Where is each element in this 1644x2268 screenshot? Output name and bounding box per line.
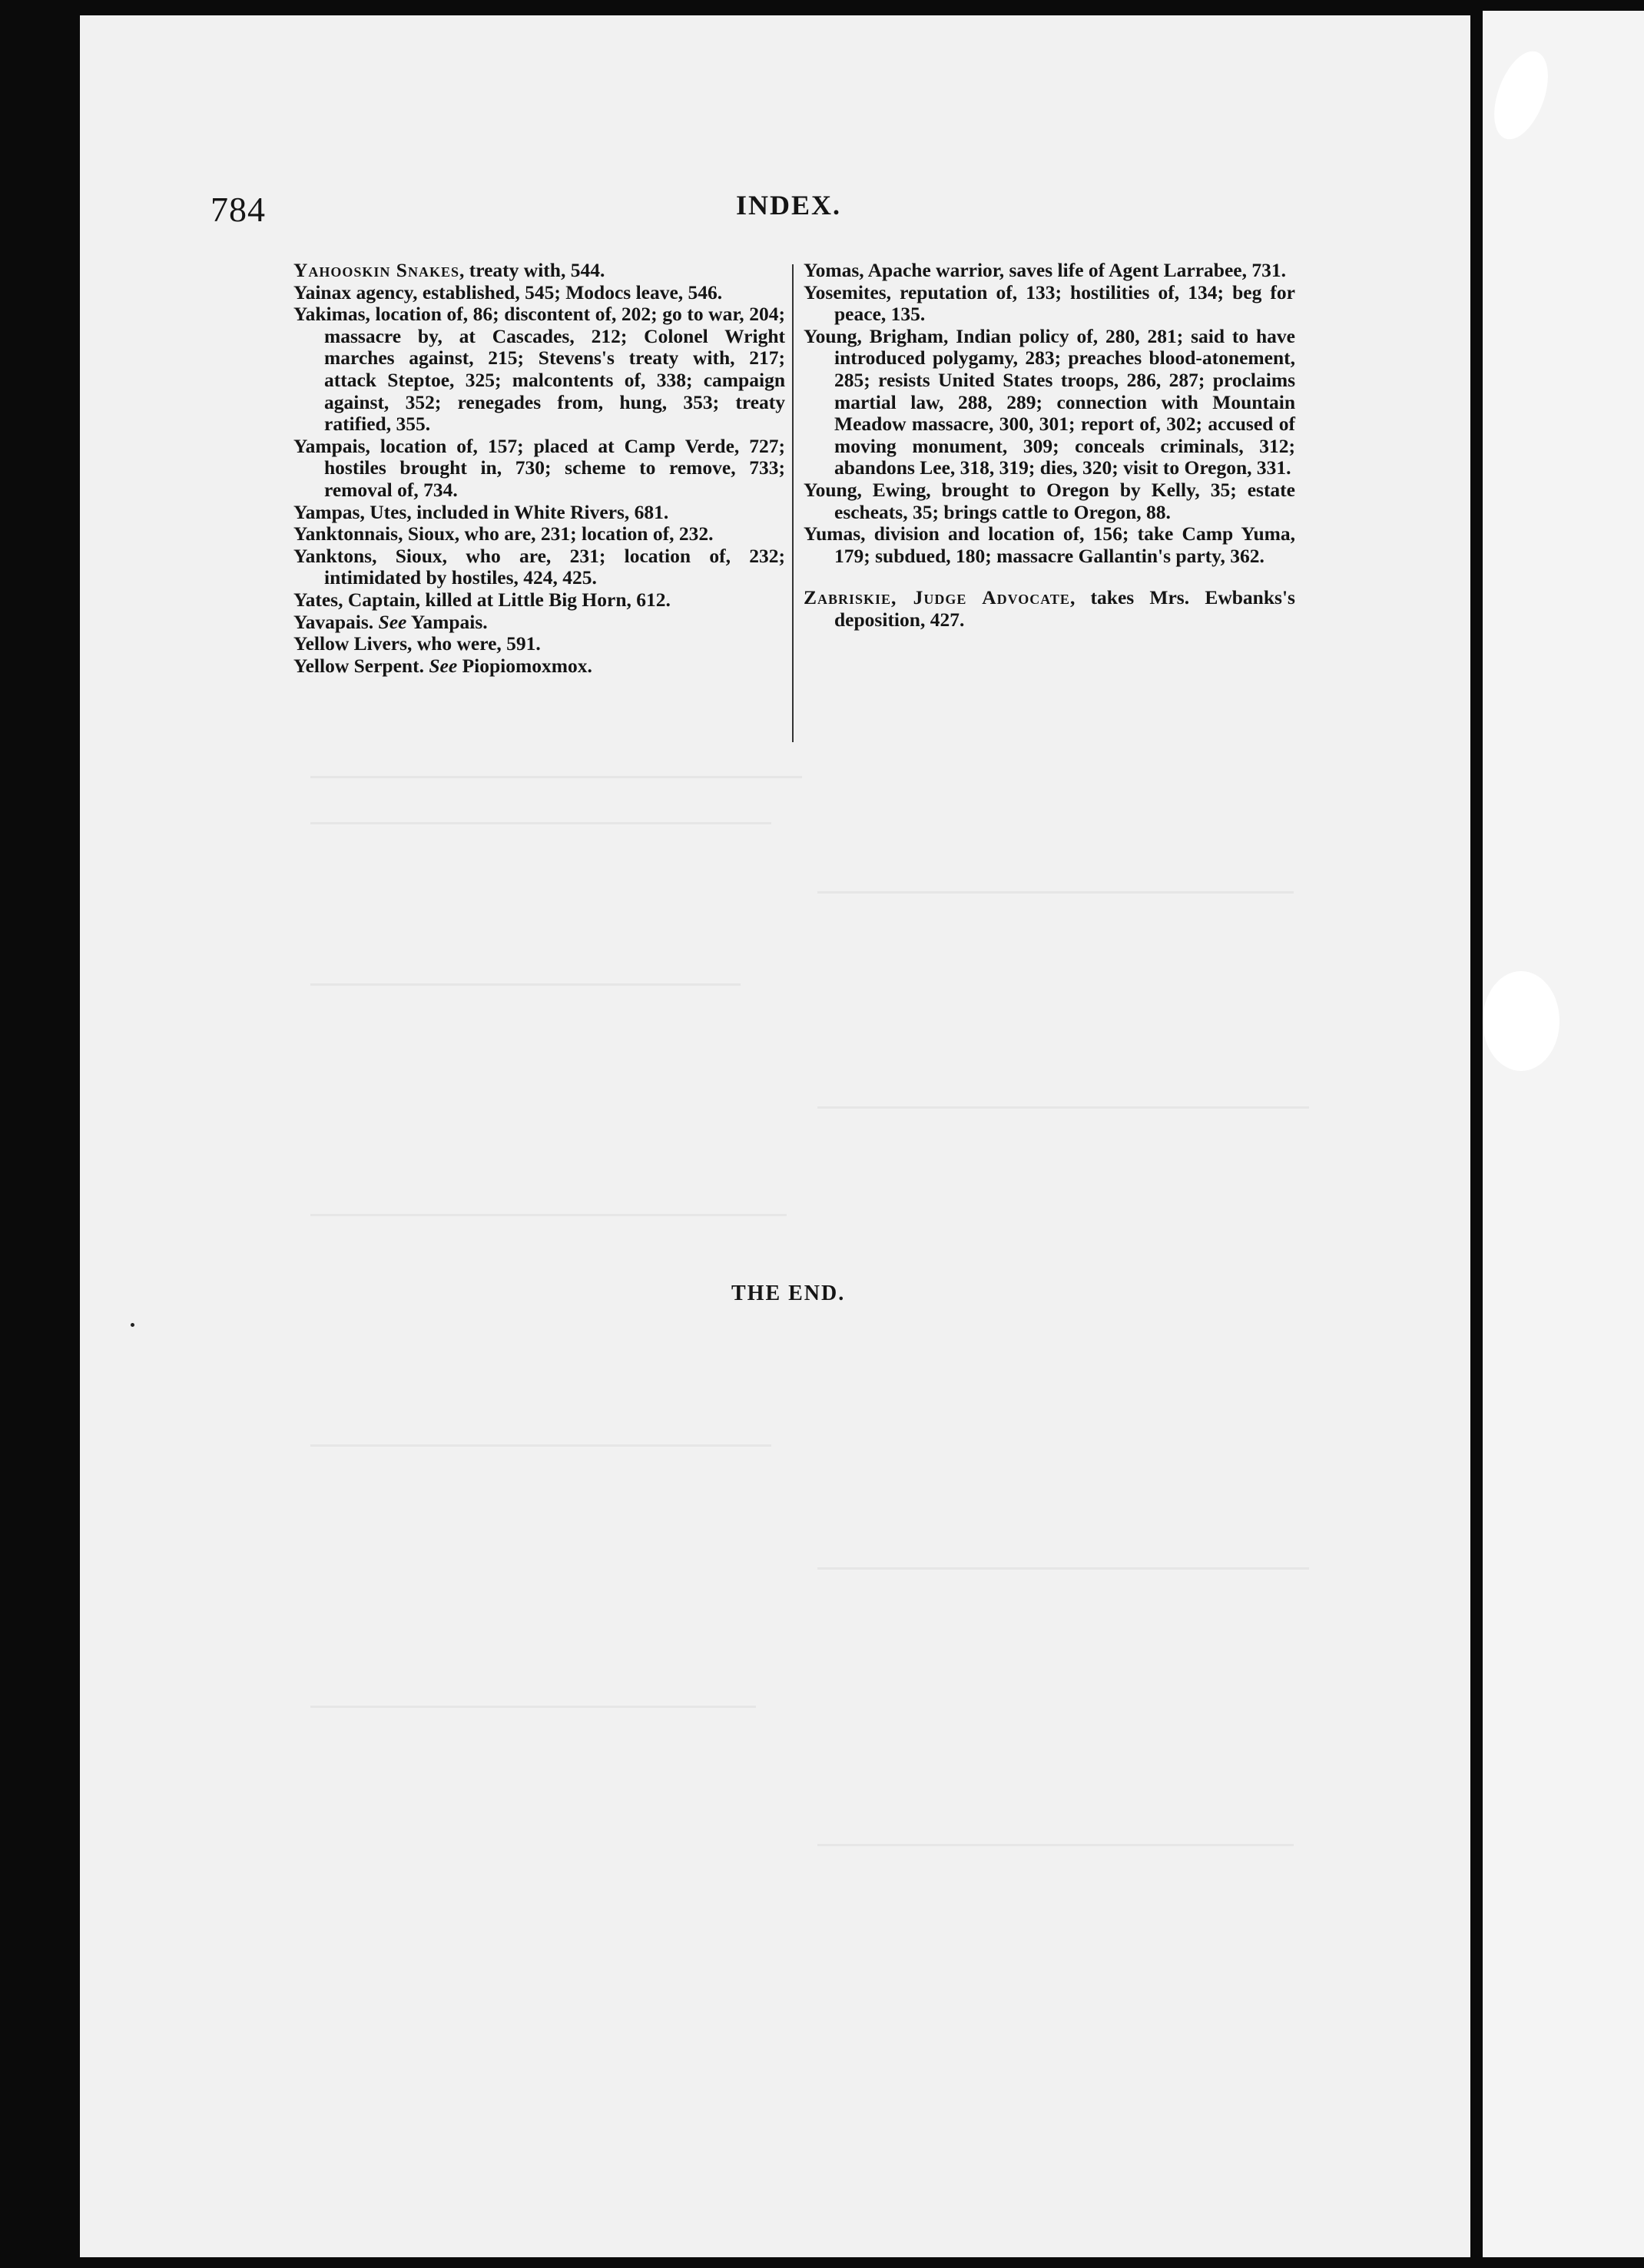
paper-glare [1483, 971, 1559, 1071]
index-entry-heading: Yainax [293, 280, 352, 303]
index-entry-text: . [368, 610, 379, 633]
index-entry [293, 436, 785, 502]
column-divider [792, 264, 794, 742]
index-entry [293, 282, 785, 304]
see-reference: See [378, 610, 407, 633]
see-reference: See [429, 654, 458, 677]
index-entry-heading: Yampais [293, 434, 366, 457]
index-entry-text: , Captain, killed at Little Big Horn, 612. [338, 588, 671, 611]
index-entry-heading: Yomas [804, 259, 860, 281]
index-entry-text: , division and location of, 156; take Camp Yuma, 179; subdued, 180; massacre Gallantin's party, 362. [834, 522, 1295, 567]
index-entry-text: , Apache warrior, saves life of Agent Larrabee, 731. [859, 259, 1286, 281]
index-entry [293, 612, 785, 634]
index-entry-text: , location of, 86; discontent of, 202; go to war, 204; massacre by, at Cascades, 212; Colonel Wright marches against, 215; Stevens's treaty with, 217; attack Steptoe, 325; malcontents of, 338; campaign against, 352; renegades from, hung, 353; treaty ratified, 355. [324, 303, 785, 436]
index-entry-heading: Yakimas [293, 303, 366, 326]
index-entry-text: , who were, 591. [407, 632, 541, 655]
index-entry-heading: Yanktons [293, 544, 373, 567]
index-column-right [804, 260, 1295, 632]
index-entry-text: , brought to Oregon by Kelly, 35; estate escheats, 35; brings cattle to Oregon, 88. [834, 478, 1295, 523]
bleed-through-line [817, 891, 1294, 894]
bleed-through-line [310, 822, 771, 824]
bleed-through-line [310, 983, 741, 986]
bleed-through-line [817, 1567, 1309, 1570]
index-entry-text: , Sioux, who are, 231; location of, 232; intimidated by hostiles, 424, 425. [324, 544, 785, 589]
index-entry-heading: Yavapais [293, 610, 369, 633]
bleed-through-line [817, 1844, 1294, 1846]
index-entry-text: . [419, 654, 429, 677]
index-entry-heading: Young, Brigham [804, 324, 944, 347]
facing-page [1483, 11, 1644, 2257]
index-entry-text: , Utes, included in White Rivers, 681. [360, 500, 669, 523]
index-entry [804, 326, 1295, 479]
index-entry-heading: Zabriskie, Judge Advocate [804, 586, 1070, 609]
bleed-through-line [310, 1214, 787, 1216]
bleed-through-line [310, 776, 802, 778]
index-entry-heading: Yampas [293, 500, 360, 523]
page-number: 784 [210, 190, 266, 229]
index-entry [293, 545, 785, 589]
index-entry [804, 587, 1295, 631]
index-entry [804, 479, 1295, 523]
index-entry [804, 282, 1295, 326]
the-end: THE END. [731, 1282, 846, 1305]
index-entry-text: Yampais. [406, 610, 488, 633]
index-entry [293, 502, 785, 524]
index-entry-heading: Yumas [804, 522, 861, 545]
index-entry-text: , reputation of, 133; hostilities of, 134; beg for peace, 135. [834, 280, 1295, 326]
index-entry-heading: Yellow Livers [293, 632, 408, 655]
index-entry-text: agency, established, 545; Modocs leave, 546. [351, 280, 723, 303]
index-entry-text: Piopiomoxmox. [457, 654, 592, 677]
index-entry-heading: Yahooskin Snakes [293, 259, 460, 281]
index-entry-heading: Yates [293, 588, 339, 611]
bleed-through-line [310, 1706, 756, 1708]
index-entry [293, 589, 785, 612]
index-entry [293, 523, 785, 545]
index-entry-text: , Sioux, who are, 231; location of, 232. [398, 522, 714, 545]
index-entry-text: , treaty with, 544. [459, 259, 605, 281]
index-entry-heading: Yellow Serpent [293, 654, 419, 677]
index-entry-text: , Indian policy of, 280, 281; said to have introduced polygamy, 283; preaches blood-atonement, 285; resists United States troops, 286, 287; proclaims martial law, 288, 289; connection with Mountain Meadow massacre, 300, 301; report of, 302; accused of moving monument, 309; conceals criminals, 312; abandons Lee, 318, 319; dies, 320; visit to Oregon, 331. [834, 324, 1295, 479]
index-entry-heading: Young, Ewing [804, 478, 926, 501]
index-entry [804, 523, 1295, 567]
scan-speck [131, 1323, 134, 1327]
index-entry-text: , takes Mrs. Ewbanks's deposition, 427. [834, 586, 1295, 631]
bleed-through-line [310, 1444, 771, 1447]
bleed-through-line [817, 1106, 1309, 1109]
index-entry [293, 633, 785, 655]
index-entry [293, 655, 785, 678]
index-entry [293, 260, 785, 282]
index-entry-heading: Yosemites [804, 280, 887, 303]
index-entry-heading: Yanktonnais [293, 522, 399, 545]
index-entry [293, 303, 785, 436]
index-entry [804, 260, 1295, 282]
paper-glare [1483, 44, 1558, 146]
index-column-left [293, 260, 785, 677]
index-entry-text: , location of, 157; placed at Camp Verde, 727; hostiles brought in, 730; scheme to remove, 733; removal of, 734. [324, 434, 785, 501]
running-head: INDEX. [736, 190, 842, 220]
